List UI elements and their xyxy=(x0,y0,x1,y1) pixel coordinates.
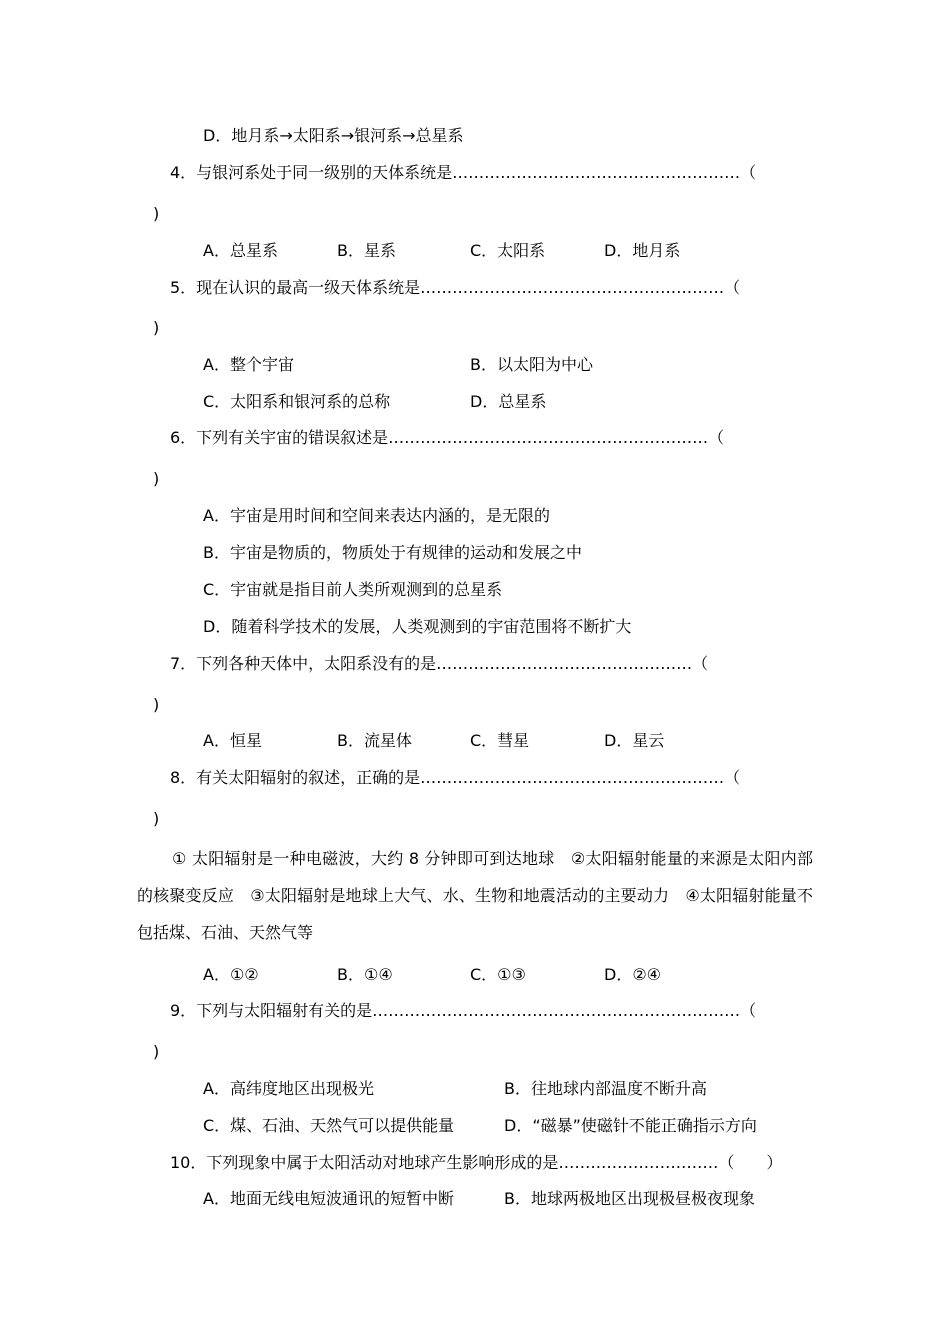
q4-stem: 4．与银河系处于同一级别的天体系统是………………………………………………（ xyxy=(170,163,757,182)
q7-stem: 7．下列各种天体中，太阳系没有的是…………………………………………（ xyxy=(170,654,709,673)
q7-option-a: A．恒星 xyxy=(203,731,262,750)
q5-option-d: D．总星系 xyxy=(470,392,547,411)
q5-option-a: A．整个宇宙 xyxy=(203,355,294,374)
q7-option-b: B．流星体 xyxy=(337,731,412,750)
q10-option-b: B．地球两极地区出现极昼极夜现象 xyxy=(504,1189,755,1208)
q4-option-c: C．太阳系 xyxy=(470,241,546,260)
q6-option-d: D．随着科学技术的发展，人类观测到的宇宙范围将不断扩大 xyxy=(203,617,632,636)
q8-paren-close: ) xyxy=(153,809,160,828)
q8-stem: 8．有关太阳辐射的叙述，正确的是…………………………………………………（ xyxy=(170,768,741,787)
q7-option-c: C．彗星 xyxy=(470,731,530,750)
q9-option-c: C．煤、石油、天然气可以提供能量 xyxy=(203,1116,455,1135)
q8-option-d: D．②④ xyxy=(604,965,662,984)
q4-option-a: A．总星系 xyxy=(203,241,278,260)
q3-option-d: D．地月系→太阳系→银河系→总星系 xyxy=(203,126,464,145)
q10-stem: 10．下列现象中属于太阳活动对地球产生影响形成的是…………………………（ ） xyxy=(170,1153,783,1172)
q5-paren-close: ) xyxy=(153,318,160,337)
q8-option-a: A．①② xyxy=(203,965,259,984)
q10-option-a: A．地面无线电短波通讯的短暂中断 xyxy=(203,1189,454,1208)
q9-option-b: B．往地球内部温度不断升高 xyxy=(504,1079,707,1098)
q6-paren-close: ) xyxy=(153,469,160,488)
q8-option-c: C．①③ xyxy=(470,965,526,984)
q6-option-b: B．宇宙是物质的，物质处于有规律的运动和发展之中 xyxy=(203,543,582,562)
q7-option-d: D．星云 xyxy=(604,731,665,750)
q6-option-c: C．宇宙就是指目前人类所观测到的总星系 xyxy=(203,580,503,599)
q9-option-d: D．“磁暴”使磁针不能正确指示方向 xyxy=(504,1116,757,1135)
q5-stem: 5．现在认识的最高一级天体系统是…………………………………………………（ xyxy=(170,278,741,297)
q4-paren-close: ) xyxy=(153,204,160,223)
q6-option-a: A．宇宙是用时间和空间来表达内涵的，是无限的 xyxy=(203,506,550,525)
q9-stem: 9．下列与太阳辐射有关的是……………………………………………………………（ xyxy=(170,1001,757,1020)
q5-option-b: B．以太阳为中心 xyxy=(470,355,593,374)
q8-passage: ① 太阳辐射是一种电磁波，大约 8 分钟即可到达地球 ②太阳辐射能量的来源是太阳内部的核聚变反应 ③太阳辐射是地球上大气、水、生物和地震活动的主要动力 ④太阳辐射能量不包括煤、石油、天然气等 xyxy=(137,849,813,942)
q9-paren-close: ) xyxy=(153,1042,160,1061)
q5-option-c: C．太阳系和银河系的总称 xyxy=(203,392,391,411)
q6-stem: 6．下列有关宇宙的错误叙述是……………………………………………………（ xyxy=(170,428,725,447)
q4-option-b: B．星系 xyxy=(337,241,396,260)
q4-option-d: D．地月系 xyxy=(604,241,681,260)
q7-paren-close: ) xyxy=(153,695,160,714)
q9-option-a: A．高纬度地区出现极光 xyxy=(203,1079,374,1098)
q8-option-b: B．①④ xyxy=(337,965,393,984)
